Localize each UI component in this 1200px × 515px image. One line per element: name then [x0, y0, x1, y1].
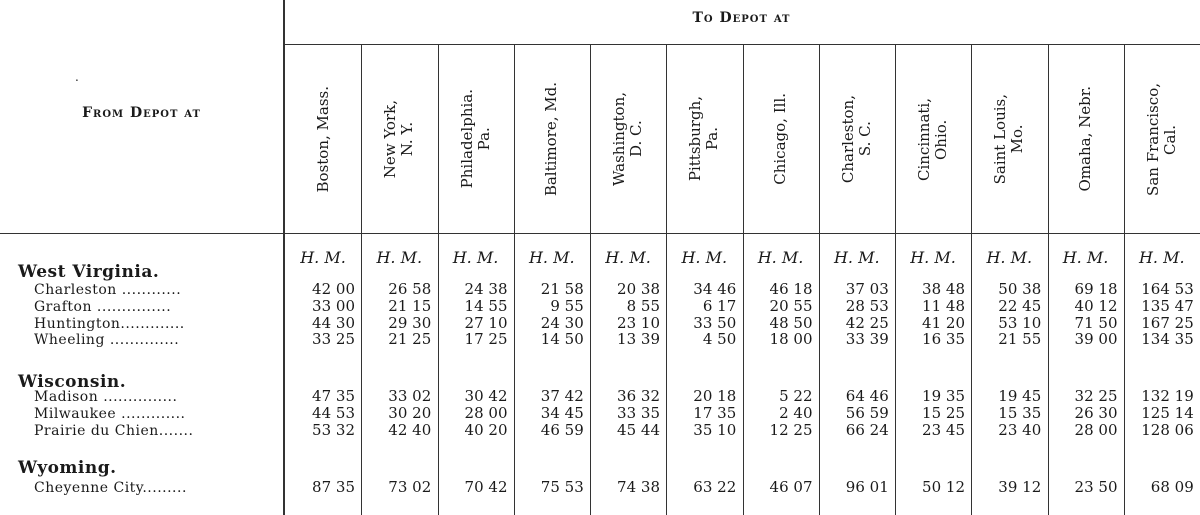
time-value: 30 42: [464, 387, 508, 405]
time-value: 12 25: [769, 421, 813, 439]
place-name: Grafton ...............: [34, 299, 172, 315]
time-value: 27 10: [464, 314, 508, 332]
time-value: 19 35: [922, 387, 965, 405]
state-heading: West Virginia.: [18, 262, 160, 282]
time-value: 22 45: [998, 297, 1042, 315]
time-value: 87 35: [312, 478, 355, 496]
header-rule: [283, 44, 1200, 45]
time-value: 23 40: [998, 421, 1042, 439]
time-value: 42 25: [845, 314, 889, 332]
unit-label: H. M.: [910, 248, 956, 267]
time-value: 2 40: [779, 404, 813, 422]
time-value: 19 45: [998, 387, 1042, 405]
time-value: 16 35: [922, 330, 965, 348]
from-depot-heading: From Depot at: [82, 105, 201, 121]
column-header: [1124, 50, 1200, 228]
time-value: 37 42: [540, 387, 584, 405]
column-header-label: New York, N. Y.: [381, 99, 417, 179]
time-value: 4 50: [702, 330, 737, 348]
time-value: 21 55: [998, 330, 1042, 348]
time-value: 134 35: [1141, 330, 1194, 348]
time-value: 40 12: [1074, 297, 1118, 315]
time-value: 35 10: [693, 421, 737, 439]
time-value: 13 39: [617, 330, 660, 348]
time-value: 41 20: [922, 314, 965, 332]
unit-label: H. M.: [1138, 248, 1185, 267]
column-header: [971, 50, 1047, 228]
time-value: 21 58: [540, 280, 584, 298]
column-header: [819, 50, 895, 228]
time-value: 71 50: [1074, 314, 1118, 332]
time-value: 15 35: [998, 404, 1042, 422]
time-value: 50 12: [922, 478, 965, 496]
time-value: 34 46: [693, 280, 737, 298]
place-name: Wheeling ..............: [34, 332, 180, 348]
column-header: [285, 50, 361, 228]
unit-label: H. M.: [757, 248, 804, 267]
state-heading: Wyoming.: [18, 458, 117, 478]
time-value: 75 53: [540, 478, 584, 496]
unit-label: H. M.: [986, 248, 1033, 267]
time-value: 33 50: [693, 314, 737, 332]
column-header: [438, 50, 514, 228]
time-value: 39 12: [998, 478, 1042, 496]
time-value: 70 42: [464, 478, 508, 496]
time-value: 26 58: [388, 280, 432, 298]
state-heading: Wisconsin.: [18, 372, 127, 392]
time-value: 38 48: [922, 280, 965, 298]
column-header-label: Chicago, Ill.: [771, 93, 789, 185]
place-name: Prairie du Chien.......: [34, 423, 194, 439]
time-value: 46 18: [769, 280, 813, 298]
time-value: 45 44: [617, 421, 660, 439]
column-header: [895, 50, 971, 228]
time-value: 8 55: [626, 297, 660, 315]
time-value: 64 46: [845, 387, 889, 405]
time-value: 46 59: [540, 421, 584, 439]
time-value: 24 30: [540, 314, 584, 332]
time-value: 63 22: [693, 478, 737, 496]
column-header-label: Philadelphia. Pa.: [457, 89, 493, 189]
time-value: 42 00: [312, 280, 355, 298]
column-header: [1048, 50, 1124, 228]
time-value: 66 24: [845, 421, 889, 439]
place-name: Charleston ............: [34, 282, 182, 298]
time-value: 11 48: [922, 297, 965, 315]
unit-label: H. M.: [528, 248, 575, 267]
time-value: 47 35: [312, 387, 355, 405]
time-value: 135 47: [1141, 297, 1194, 315]
time-value: 44 53: [312, 404, 355, 422]
column-header-label: Washington, D. C.: [610, 92, 645, 186]
unit-label: H. M.: [681, 248, 728, 267]
time-value: 96 01: [845, 478, 889, 496]
time-value: 42 40: [388, 421, 432, 439]
time-value: 23 50: [1074, 478, 1118, 496]
time-value: 26 30: [1074, 404, 1118, 422]
time-value: 68 09: [1150, 478, 1194, 496]
time-value: 24 38: [464, 280, 508, 298]
time-value: 28 00: [464, 404, 508, 422]
column-header-label: Cincinnati, Ohio.: [915, 97, 950, 181]
stray-dot: .: [75, 70, 79, 84]
time-value: 33 25: [312, 330, 355, 348]
time-value: 34 45: [540, 404, 584, 422]
to-depot-heading: To Depot at: [692, 10, 791, 26]
time-value: 33 39: [845, 330, 889, 348]
unit-label: H. M.: [833, 248, 880, 267]
time-value: 44 30: [312, 314, 355, 332]
time-value: 20 38: [617, 280, 660, 298]
unit-label: H. M.: [605, 248, 651, 267]
place-name: Madison ...............: [34, 389, 178, 405]
unit-label: H. M.: [300, 248, 346, 267]
time-value: 132 19: [1141, 387, 1194, 405]
column-header: [361, 50, 437, 228]
column-header-label: Charleston, S. C.: [838, 94, 874, 184]
time-value: 74 38: [617, 478, 660, 496]
time-value: 48 50: [769, 314, 813, 332]
time-value: 23 10: [617, 314, 660, 332]
column-header: [590, 50, 666, 228]
time-value: 69 18: [1074, 280, 1118, 298]
time-value: 56 59: [845, 404, 889, 422]
column-header-label: Pittsburgh, Pa.: [686, 96, 722, 182]
time-value: 17 35: [693, 404, 737, 422]
place-name: Huntington.............: [34, 316, 185, 332]
time-value: 9 55: [550, 297, 584, 315]
time-value: 28 53: [845, 297, 889, 315]
time-value: 37 03: [845, 280, 889, 298]
time-value: 18 00: [769, 330, 813, 348]
time-value: 17 25: [464, 330, 508, 348]
header-bottom-rule: [0, 233, 1200, 234]
column-header: [666, 50, 742, 228]
place-name: Cheyenne City.........: [34, 480, 187, 496]
time-value: 20 18: [693, 387, 737, 405]
time-value: 33 00: [312, 297, 355, 315]
unit-label: H. M.: [1062, 248, 1109, 267]
time-value: 53 10: [998, 314, 1042, 332]
column-header-label: Baltimore, Md.: [542, 81, 561, 197]
time-value: 36 32: [617, 387, 660, 405]
time-value: 33 35: [617, 404, 660, 422]
time-value: 23 45: [922, 421, 965, 439]
column-header-label: Boston, Mass.: [313, 85, 332, 193]
time-value: 15 25: [922, 404, 965, 422]
time-value: 21 15: [388, 297, 432, 315]
time-value: 33 02: [388, 387, 432, 405]
time-value: 20 55: [769, 297, 813, 315]
time-value: 40 20: [464, 421, 508, 439]
time-value: 28 00: [1074, 421, 1118, 439]
time-value: 46 07: [769, 478, 813, 496]
time-value: 164 53: [1141, 280, 1194, 298]
time-value: 30 20: [388, 404, 432, 422]
time-value: 39 00: [1074, 330, 1118, 348]
time-value: 29 30: [388, 314, 432, 332]
time-value: 167 25: [1141, 314, 1194, 332]
unit-label: H. M.: [376, 248, 423, 267]
time-value: 14 50: [540, 330, 584, 348]
column-header-label: Omaha, Nebr.: [1076, 86, 1094, 192]
time-value: 73 02: [388, 478, 432, 496]
place-name: Milwaukee .............: [34, 406, 186, 422]
unit-label: H. M.: [452, 248, 499, 267]
time-value: 53 32: [312, 421, 355, 439]
time-value: 50 38: [998, 280, 1042, 298]
time-value: 128 06: [1141, 421, 1194, 439]
time-value: 21 25: [388, 330, 432, 348]
column-header-label: Saint Louis, Mo.: [991, 93, 1027, 185]
time-value: 32 25: [1074, 387, 1118, 405]
time-value: 14 55: [464, 297, 508, 315]
column-header-label: San Francisco, Cal.: [1143, 82, 1179, 196]
column-header: [514, 50, 590, 228]
time-value: 125 14: [1141, 404, 1194, 422]
column-header: [743, 50, 819, 228]
time-value: 6 17: [702, 297, 737, 315]
time-value: 5 22: [779, 387, 813, 405]
